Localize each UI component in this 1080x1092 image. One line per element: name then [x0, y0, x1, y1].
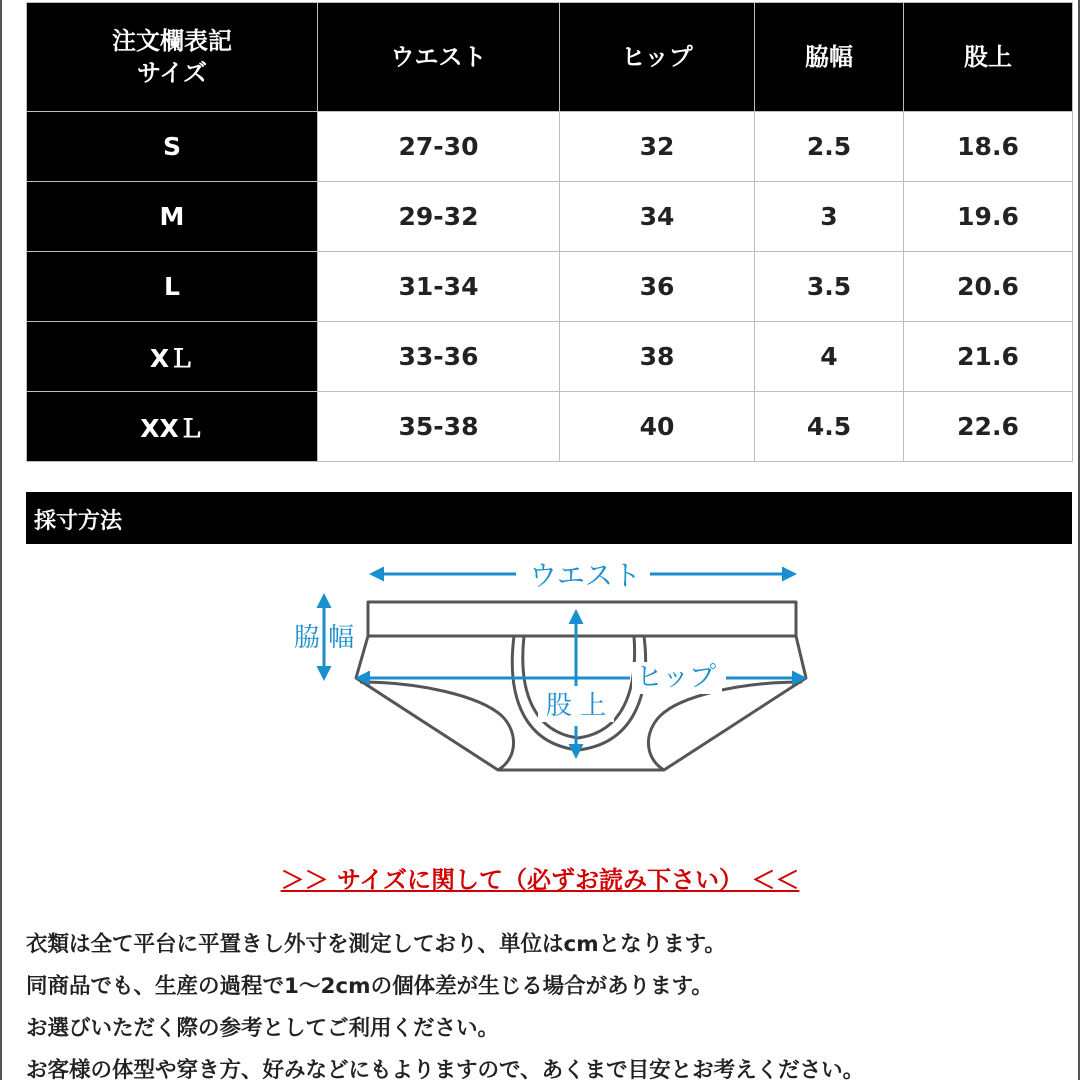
header-waist: ウエスト [318, 3, 560, 112]
hip-value: 34 [560, 182, 755, 252]
header-hip: ヒップ [560, 3, 755, 112]
size-table-header-row [27, 3, 1073, 112]
brief-outline [356, 602, 806, 770]
hip-value: 40 [560, 392, 755, 462]
rise-value: 18.6 [904, 112, 1073, 182]
header-side-width: 脇幅 [755, 3, 904, 112]
size-chart-table [26, 2, 1073, 462]
size-label: XＬ [27, 322, 318, 392]
size-label: S [27, 112, 318, 182]
size-label: L [27, 252, 318, 322]
hip-value: 36 [560, 252, 755, 322]
waist-label: ウエスト [528, 559, 642, 592]
side-width-value: 3.5 [755, 252, 904, 322]
waist-value: 31-34 [318, 252, 560, 322]
size-notice-link[interactable]: ＞＞ サイズに関して（必ずお読み下さい） ＜＜ [280, 866, 800, 894]
note-line: 同商品でも、生産の過程で1～2cmの個体差が生じる場合があります。 [26, 974, 713, 999]
side-width-label: 脇 幅 [293, 623, 355, 653]
hip-value: 32 [560, 112, 755, 182]
side-width-value: 4 [755, 322, 904, 392]
size-notes [26, 924, 1076, 1092]
table-row [27, 182, 1073, 252]
side-width-value: 4.5 [755, 392, 904, 462]
size-label: XXＬ [27, 392, 318, 462]
rise-label: 股 上 [545, 691, 607, 721]
note-line: お客様の体型や穿き方、好みなどにもよりますので、あくまで目安とお考えください。 [26, 1058, 865, 1083]
table-row [27, 322, 1073, 392]
rise-value: 19.6 [904, 182, 1073, 252]
table-row [27, 392, 1073, 462]
hip-value: 38 [560, 322, 755, 392]
left-border-line [0, 0, 2, 1080]
rise-value: 21.6 [904, 322, 1073, 392]
side-width-value: 3 [755, 182, 904, 252]
hip-label: ヒップ [635, 662, 717, 693]
table-row [27, 112, 1073, 182]
measurement-method-heading: 採寸方法 [26, 492, 1072, 544]
measurement-diagram [270, 550, 830, 800]
waist-value: 29-32 [318, 182, 560, 252]
waist-value: 27-30 [318, 112, 560, 182]
header-rise: 股上 [904, 3, 1073, 112]
size-label: M [27, 182, 318, 252]
header-size-label: 注文欄表記 サイズ [27, 3, 318, 112]
side-width-value: 2.5 [755, 112, 904, 182]
note-line: お選びいただく際の参考としてご利用ください。 [26, 1016, 500, 1041]
waist-value: 35-38 [318, 392, 560, 462]
table-row [27, 252, 1073, 322]
note-line: 衣類は全て平台に平置きし外寸を測定しており、単位はcmとなります。 [26, 932, 726, 957]
rise-value: 22.6 [904, 392, 1073, 462]
waist-value: 33-36 [318, 322, 560, 392]
rise-value: 20.6 [904, 252, 1073, 322]
